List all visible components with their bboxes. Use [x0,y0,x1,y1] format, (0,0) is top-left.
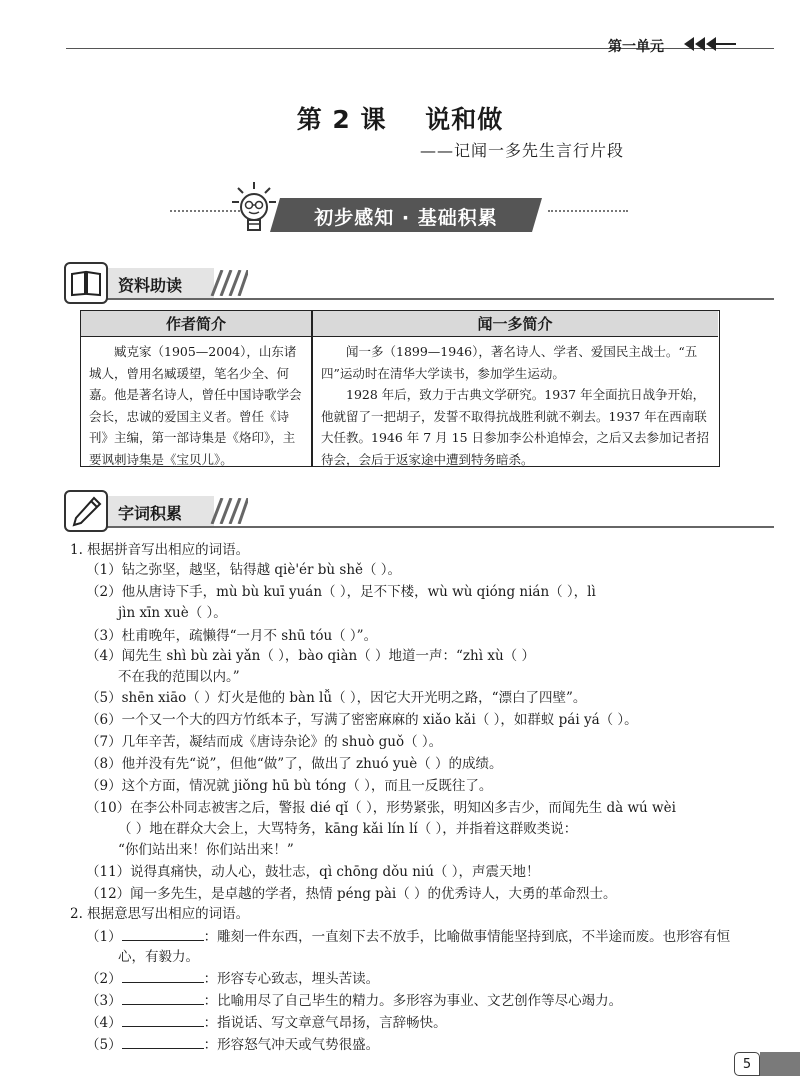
q1-item-cont: “你们站出来！你们站出来！” [118,842,294,858]
info-table [80,310,720,467]
lesson-title: 第 2 课 说和做 [296,105,504,134]
q2-item [86,926,730,947]
answer-blank[interactable] [122,1034,204,1049]
wen-intro-para-2: 1928 年后，致力于古典文学研究。1937 年全面抗日战争开始，他就留了一把胡子，发誓不取得抗战胜利就不剃去。1937 年在西南联大任教。1946 年 7 月 15 日参加李公朴追悼会，之后又去参加记者招待会，会后于返家途中遭到特务暗杀。 [321,387,710,467]
section-rule [66,298,774,300]
q1-item: （3）杜甫晚年，疏懒得“一月不 shū tóu（ ）”。 [86,628,378,644]
triple-arrow-icon [684,37,736,51]
pencil-icon [64,490,108,532]
section-title-vocabulary: 字词积累 [118,504,183,523]
q1-item: （4）闻先生 shì bù zài yǎn（ ），bào qiàn（ ）地道一声：“zhì xù（ ） [86,648,535,664]
q2-item [86,990,622,1011]
q2-item-number: （2） [86,971,122,987]
q1-item-cont: jìn xīn xuè（ ）。 [118,605,227,621]
q2-item-text: ：比喻用尽了自己毕生的精力。多形容为事业、文艺创作等尽心竭力。 [203,993,623,1009]
q1-item: （2）他从唐诗下手，mù bù kuī yuán（ ），足不下楼，wù wù qióng nián（ ），lì [86,584,596,600]
q1-item: （10）在李公朴同志被害之后，警报 dié qǐ（ ），形势紧张，明知凶多吉少，而闻先生 dà wú wèi [86,800,676,816]
q2-item-text: ：雕刻一件东西，一直刻下去不放手，比喻做事情能坚持到底，不半途而废。也形容有恒 [203,929,731,945]
q2-item [86,968,379,989]
q1-item: （6）一个又一个大的四方竹纸本子，写满了密密麻麻的 xiǎo kǎi（ ），如群蚁 pái yá（ ）。 [86,712,638,728]
table-column-divider [311,311,313,466]
q1-item: （12）闻一多先生，是卓越的学者，热情 péng pài（ ）的优秀诗人，大勇的革命烈士。 [86,886,617,902]
q2-item-text: ：形容专心致志，埋头苦读。 [203,971,380,987]
q1-item: （5）shēn xiāo（ ）灯火是他的 bàn lǚ（ ），因它大开光明之路，“漂白了四壁”。 [86,690,587,706]
q2-item-number: （5） [86,1037,122,1053]
page-tab [760,1052,800,1076]
q1-item-cont: 不在我的范围以内。” [118,669,240,685]
q2-item-number: （4） [86,1015,122,1031]
wen-intro-para-1: 闻一多（1899—1946），著名诗人、学者、爱国民主战士。“五四”运动时在清华大学读书，参加学生运动。 [321,344,698,381]
q2-item-cont: 心，有毅力。 [118,949,199,965]
table-header-wen: 闻一多简介 [312,311,718,337]
book-icon [64,262,108,304]
question-1-title: 1. 根据拼音写出相应的词语。 [70,542,250,558]
q2-item-text: ：指说话、写文章意气昂扬，言辞畅快。 [203,1015,447,1031]
q1-item-cont: （ ）地在群众大会上，大骂特务，kāng kǎi lín lí（ ），并指着这群败类说： [118,821,578,837]
q1-item: （9）这个方面，情况就 jiǒng hū bù tóng（ ），而且一反既往了。 [86,778,493,794]
answer-blank[interactable] [122,968,204,983]
q2-item-number: （3） [86,993,122,1009]
unit-label: 第一单元 [608,39,664,55]
answer-blank[interactable] [122,1012,204,1027]
lesson-subtitle: ——记闻一多先生言行片段 [420,141,625,160]
banner-dotted-rule-right [548,210,628,212]
section-title-reading: 资料助读 [118,276,183,295]
stripe-decoration [208,498,248,524]
author-intro-text: 臧克家（1905—2004），山东诸城人，曾用名臧瑗望，笔名少全、何嘉。他是著名诗人，曾任中国诗歌学会会长，忠诚的爱国主义者。曾任《诗刊》主编，第一部诗集是《烙印》，主要讽刺诗集是《宝贝儿》。 [89,344,302,467]
q1-item: （1）钻之弥坚，越坚，钻得越 qiè'ér bù shě（ ）。 [86,562,402,578]
q2-item [86,1034,379,1055]
answer-blank[interactable] [122,926,204,941]
table-header-author: 作者简介 [81,311,311,337]
q1-item: （8）他并没有先“说”，但他“做”了，做出了 zhuó yuè（ ）的成绩。 [86,756,503,772]
q2-item-text: ：形容怒气冲天或气势很盛。 [203,1037,380,1053]
banner-label: 初步感知 · 基础积累 [314,207,498,229]
page-number: 5 [734,1052,760,1076]
q1-item: （7）几年辛苦，凝结而成《唐诗杂论》的 shuò guǒ（ ）。 [86,734,443,750]
question-2-title: 2. 根据意思写出相应的词语。 [70,906,250,922]
section-rule [66,526,774,528]
stripe-decoration [208,270,248,296]
header-rule [66,48,774,49]
q2-item [86,1012,447,1033]
q1-item: （11）说得真痛快，动人心，鼓壮志，qì chōng dǒu niú（ ），声震天地！ [86,864,540,880]
answer-blank[interactable] [122,990,204,1005]
q2-item-number: （1） [86,929,122,945]
